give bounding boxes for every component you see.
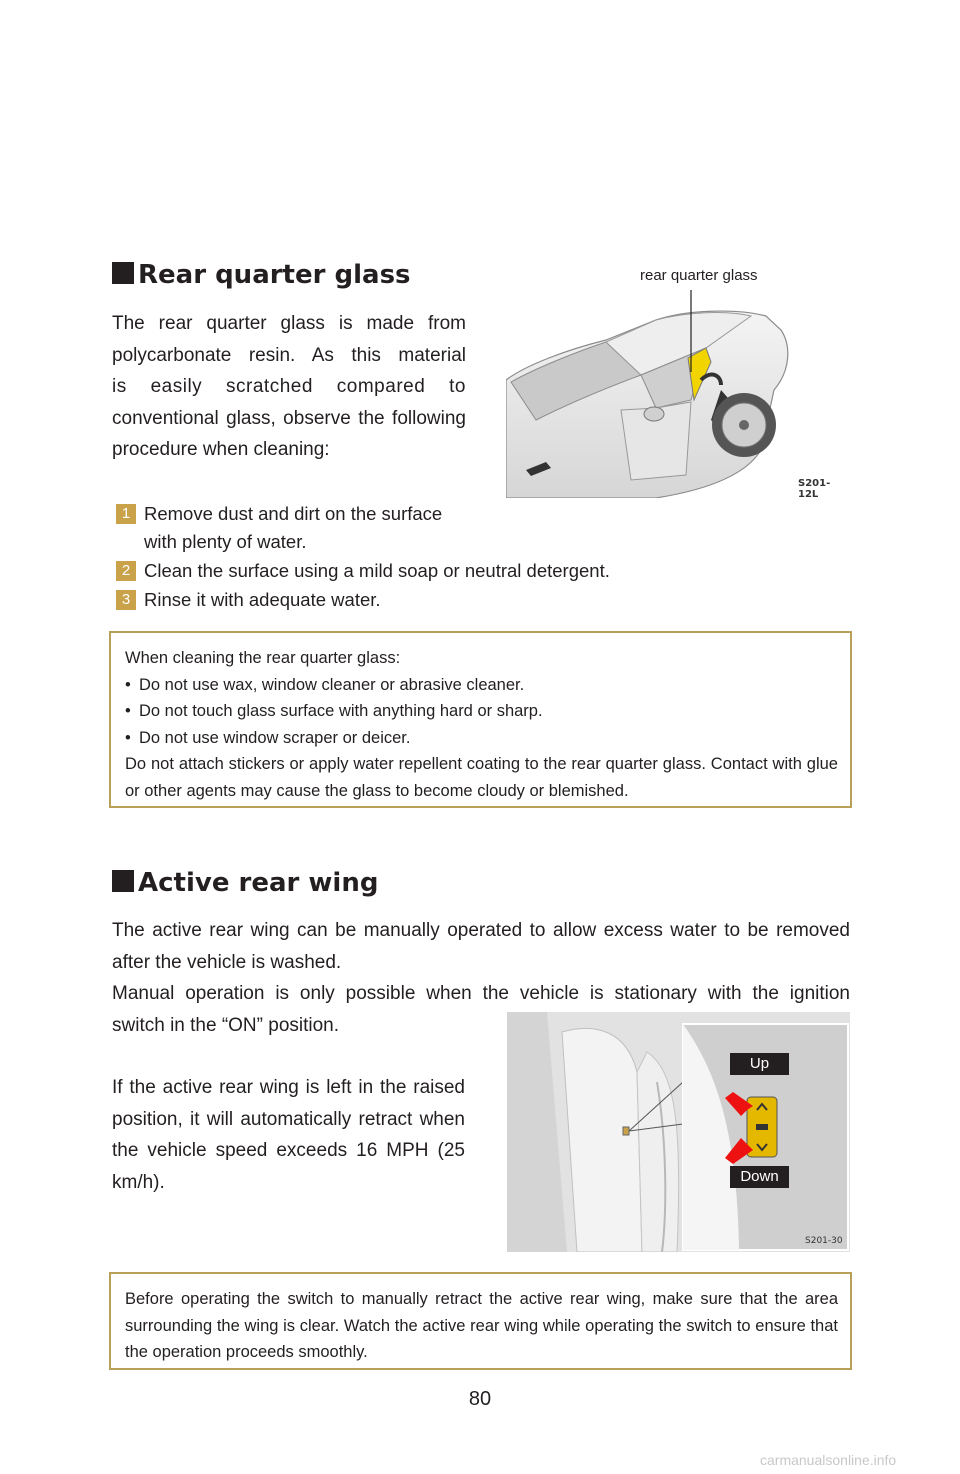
- cleaning-caution-box: [109, 631, 852, 808]
- watermark-text: carmanualsonline.info: [760, 1452, 897, 1468]
- page-number: 80: [468, 1388, 492, 1410]
- paragraph-line: km/h).: [112, 1171, 165, 1193]
- heading-text: Active rear wing: [138, 868, 379, 898]
- rear-wing-switch-figure: [507, 1012, 850, 1252]
- step-text: Rinse it with adequate water.: [144, 589, 381, 610]
- heading-square-icon: [112, 262, 134, 284]
- car-illustration: [506, 290, 846, 498]
- intro-line: procedure when cleaning:: [112, 439, 330, 460]
- step-item: [116, 557, 610, 585]
- heading-square-icon: [112, 870, 134, 892]
- intro-line: The rear quarter glass is made from: [112, 313, 466, 334]
- figure-callout-label: rear quarter glass: [640, 267, 758, 284]
- paragraph-line: the vehicle speed exceeds 16 MPH (25: [112, 1140, 465, 1161]
- down-label: Down: [730, 1166, 789, 1188]
- heading-text: Rear quarter glass: [138, 260, 411, 290]
- step-text: with plenty of water.: [144, 531, 307, 552]
- paragraph-line: after the vehicle is washed.: [112, 951, 342, 973]
- caution-footer: Do not attach stickers or apply water repellent coating to the rear quarter glass. Contact with glue or other agents may cause the glass to become cloudy or blemished.: [125, 755, 838, 800]
- step-number-badge: 1: [116, 504, 136, 524]
- step-text: Remove dust and dirt on the surface: [144, 503, 443, 524]
- paragraph-line: position, it will automatically retract when: [112, 1108, 465, 1130]
- step-number-badge: 2: [116, 561, 136, 581]
- rear-quarter-glass-figure: [506, 290, 846, 498]
- step-number-badge: 3: [116, 590, 136, 610]
- paragraph-line: The active rear wing can be manually operated to allow excess water to be removed: [112, 920, 850, 941]
- caution-bullet-text: Do not use wax, window cleaner or abrasive cleaner.: [139, 675, 525, 694]
- step-text: Clean the surface using a mild soap or neutral detergent.: [144, 560, 610, 581]
- caution-bullet: • Do not touch glass surface with anything hard or sharp.: [125, 698, 838, 725]
- paragraph-line: If the active rear wing is left in the raised: [112, 1077, 465, 1098]
- rear-glass-intro: [112, 308, 466, 466]
- intro-line: conventional glass, observe the following: [112, 407, 466, 429]
- caution-bullet-text: Do not use window scraper or deicer.: [139, 728, 411, 747]
- step-item: [116, 500, 442, 556]
- caution-bullet: • Do not use window scraper or deicer.: [125, 725, 838, 752]
- caution-title: When cleaning the rear quarter glass:: [125, 649, 401, 667]
- rear-wing-paragraph-1: [112, 915, 850, 978]
- rear-wing-paragraph-3: [112, 1072, 465, 1198]
- interior-illustration: [507, 1012, 850, 1252]
- figure-code: S201-30: [805, 1236, 843, 1246]
- section-heading-active-rear-wing: [112, 868, 378, 898]
- paragraph-line: Manual operation is only possible when the vehicle is stationary with the ignition: [112, 983, 850, 1004]
- intro-line: is easily scratched compared to: [112, 376, 466, 397]
- rear-wing-caution-box: [109, 1272, 852, 1370]
- caution-text: Before operating the switch to manually retract the active rear wing, make sure that the area surrounding the wing is clear. Watch the active rear wing while operating the switch to ensure that the operation proceeds smoothly.: [125, 1290, 838, 1361]
- caution-bullet: • Do not use wax, window cleaner or abrasive cleaner.: [125, 672, 838, 699]
- up-label: Up: [730, 1053, 789, 1075]
- caution-bullet-text: Do not touch glass surface with anything hard or sharp.: [139, 702, 543, 720]
- step-item: [116, 586, 381, 614]
- figure-code: S201-12L: [798, 478, 831, 498]
- intro-line: polycarbonate resin. As this material: [112, 344, 466, 366]
- paragraph-line: switch in the “ON” position.: [112, 1014, 340, 1036]
- section-heading-rear-quarter-glass: [112, 260, 411, 290]
